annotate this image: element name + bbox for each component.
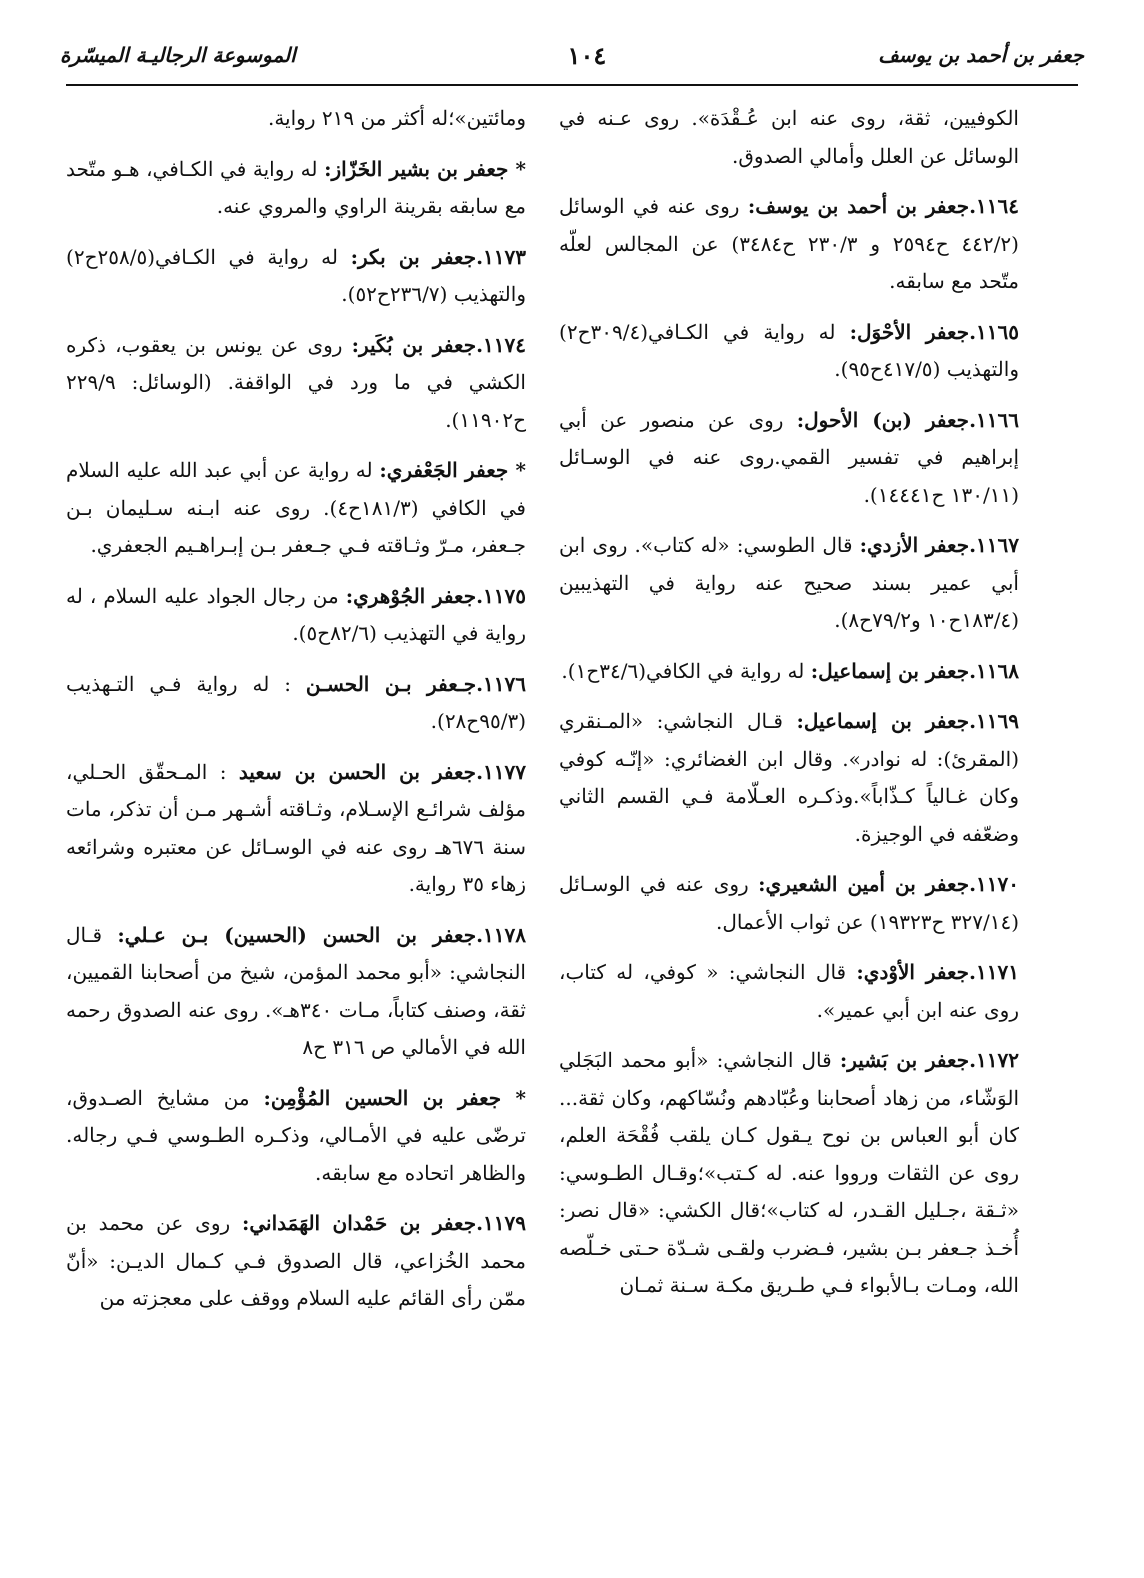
left-column [66,100,526,1331]
running-title-left: الموسوعة الرجاليـة الميسّرة [60,43,296,67]
entry-name: جعفر الأوْدي: [856,960,970,984]
entry [559,653,1019,691]
entry-number: ١١٧٩. [476,1211,526,1235]
entry-text: له رواية في الكـافي(٣٠٩/٤ح٢) والتهذيب (٤١٧/٥ح٩٥). [559,319,1019,381]
entry-name: جعفر بن الحسن (الحسين) بـن عـلي: [117,922,477,947]
entry-number: ١١٦٧. [969,533,1019,557]
entry-star: * [508,156,527,181]
entry-number: ١١٦٩. [969,709,1020,733]
entry-number: ١١٧٥. [476,583,526,608]
entry-name: جعفر الأزدي: [859,533,970,557]
entry-name: جعفر بن بُكَير: [351,332,477,357]
entry-number: ١١٦٦. [969,407,1019,432]
entry-text: قـال النجاشي: «أبو محمد المؤمن، شيخ من أصحابنا القميين، ثقة، وصنف كتاباً، مـات ٣٤٠هـ». روى عنه الصدوق رحمه الله في الأمالي ص ٣١٦ ح٨ [66,922,526,1059]
entry [66,239,526,314]
entry [66,578,526,653]
page-number: ١٠٤ [567,40,607,70]
entry-name: جعفر الأحْوَل: [849,319,970,344]
entry-text: له رواية في الكـافي، هـو متّحد مع سابقه بقرينة الراوي والمروي عنه. [66,156,526,218]
entry [559,527,1019,640]
right-column [559,100,1019,1318]
entry-text: قال الطوسي: «له كتاب». روى ابن أبي عمير بسند صحيح عنه رواية في التهذيبين (١٨٣/٤ح١٠ و٧٩/٢ح٨). [559,533,1019,632]
entry-text: روى عن محمد بن محمد الخُزاعي، قال الصدوق فـي كـمال الديـن: «أنّ ممّن رأى القائم عليه السلام ووقف على معجزته من [66,1211,526,1310]
entry-star: * [508,458,527,482]
entry-number: ١١٧٣. [476,244,526,269]
entry-name: جعفر بن أمين الشعيري: [758,872,970,896]
entry [66,754,526,904]
entry-text: قـال النجاشي: «المـنقري (المقرئ): له نوادر». وقال ابن الغضائري: «إنّـه كوفي وكان غـالياً كـذّاباً».وذكـره العـلّامة فـي القسم الثاني وضعّفه في الوجيزة. [559,709,1019,846]
entry-text: له رواية في الكافي(٣٤/٦ح١). [561,658,811,683]
entry-text: ومائتين»؛له أكثر من ٢١٩ رواية. [267,106,526,130]
entry [559,1042,1019,1305]
entry-text: من رجال الجواد عليه السلام ، له رواية في التهذيب (٨٢/٦ح٥). [66,583,526,645]
entry [66,327,526,440]
entry-star: * [501,1085,527,1110]
entry-number: ١١٧١. [969,960,1019,984]
entry [66,1205,526,1318]
entry-name: جعفر بن حَمْدان الهَمَداني: [241,1211,477,1235]
entry-text: روى عنه في الوسائل (٤٤٢/٢ ح٢٥٩٤ و ٢٣٠/٣ ح٣٤٨٤) عن المجالس لعلّه متّحد مع سابقه. [559,194,1019,293]
entry [559,100,1019,175]
entry-name: جـعفر بـن الحسـن [305,671,477,696]
entry-name: جعفر الجُوْهري: [345,583,477,608]
entry [559,188,1019,301]
entry [559,402,1019,515]
entry-name: جعفر بن أحمد بن يوسف: [747,194,970,218]
entry-name: جعفر بن الحسين المُؤْمِن: [263,1085,502,1110]
entry-number: ١١٦٨. [969,658,1019,683]
entry-name: جعفر بن بشير الخَزّاز: [324,156,509,181]
header-rule [66,84,1078,86]
entry-text: : له رواية فـي التـهذيب (٩٥/٣ح٢٨). [66,671,526,733]
entry-name: جعفر بن بَشير: [839,1048,970,1072]
entry-number: ١١٧٠. [969,872,1020,896]
entry-name: جعفر الجَعْفري: [379,458,509,482]
entry-name: جعفر بن بكر: [350,244,477,269]
entry-text: روى عن منصور عن أبي إبراهيم في تفسير القمي.روى عنه في الوسـائل (١٣٠/١١ ح١٤٤٤١). [559,407,1019,507]
entry-text: من مشايخ الصـدوق، ترضّى عليه في الأمـالي، وذكـره الطـوسي فـي رجاله. والظاهر اتحاده مع سابقه. [66,1085,526,1185]
page-header [60,30,1084,80]
entry [559,954,1019,1029]
entry-text: له رواية عن أبي عبد الله عليه السلام في الكافي (١٨١/٣ح٤). روى عنه ابـنه سـليمان بـن جـعفر، مـرّ وثـاقته فـي جـعفر بـن إبـراهـيم الجعفري. [66,458,526,557]
running-title-right: جعفر بن أحمد بن يوسف [878,43,1084,67]
entry [559,314,1019,389]
entry-text: روى عنه في الوسـائل (٣٢٧/١٤ ح١٩٣٢٣) عن ثواب الأعمال. [559,872,1019,934]
entry-name: جعفر بن إسماعيل: [796,709,970,733]
entry-name: جعفر بن إسماعيل: [810,658,970,683]
entry-number: ١١٧٨. [476,922,526,947]
entry-text: قال النجاشي: «أبو محمد البَجَلي الوَشّاء، من زهاد أصحابنا وعُبّادهم ونُسّاكهم، وكان ثقة... كان أبو العباس بن نوح يـقول كـان يلقب فُقْحَة العلم، روى عن الثقات ورووا عنه. له كـتب»؛وقـال الطـوسي: «ثـقة ،جـليل القـدر، له كتاب»؛قال الكشي: «قال نصر: أُخـذ جـعفر بـن بشير، فـضرب ولقـى شـدّة حـتى خـلّصه الله، ومـات بـالأبواء فـي طـريق مكـة سـنة ثمـان [559,1048,1019,1297]
entry-number: ١١٧٤. [476,332,526,357]
entry [66,1080,526,1193]
entry [559,703,1019,853]
entry-text: الكوفيين، ثقة، روى عنه ابن عُـقْدَة». روى عـنه في الوسائل عن العلل وأمالي الصدوق. [559,106,1019,168]
entry-number: ١١٦٤. [969,194,1019,218]
entry-number: ١١٧٧. [476,759,526,784]
entry-number: ١١٧٦. [476,671,526,696]
entry-text: : المـحقّق الحـلي، مؤلف شرائـع الإسـلام، وثـاقته أشـهر مـن أن تذكر، مات سنة ٦٧٦هـ روى عنه في الوسـائل عن معتبره وشرائعه زهاء ٣٥ رواية. [66,759,526,896]
entry-text: قال النجاشي: « كوفي، له كتاب، روى عنه ابن أبي عمير». [559,960,1019,1022]
entry [66,666,526,741]
entry-name: جعفر (بن) الأحول: [796,407,970,432]
entry-text: له رواية في الكـافي(٢٥٨/٥ح٢) والتهذيب (٢٣٦/٧ح٥٢). [66,244,526,306]
entry [559,866,1019,941]
entry [66,917,526,1067]
entry [66,151,526,226]
entry [66,100,526,138]
entry [66,452,526,565]
entry-text: روى عن يونس بن يعقوب، ذكره الكشي في ما ورد في الواقفة. (الوسائل: ٢٢٩/٩ ح١١٩٠٢). [66,332,526,432]
entry-number: ١١٦٥. [969,319,1019,344]
entry-name: جعفر بن الحسن بن سعيد [238,759,477,784]
entry-number: ١١٧٢. [969,1048,1019,1072]
